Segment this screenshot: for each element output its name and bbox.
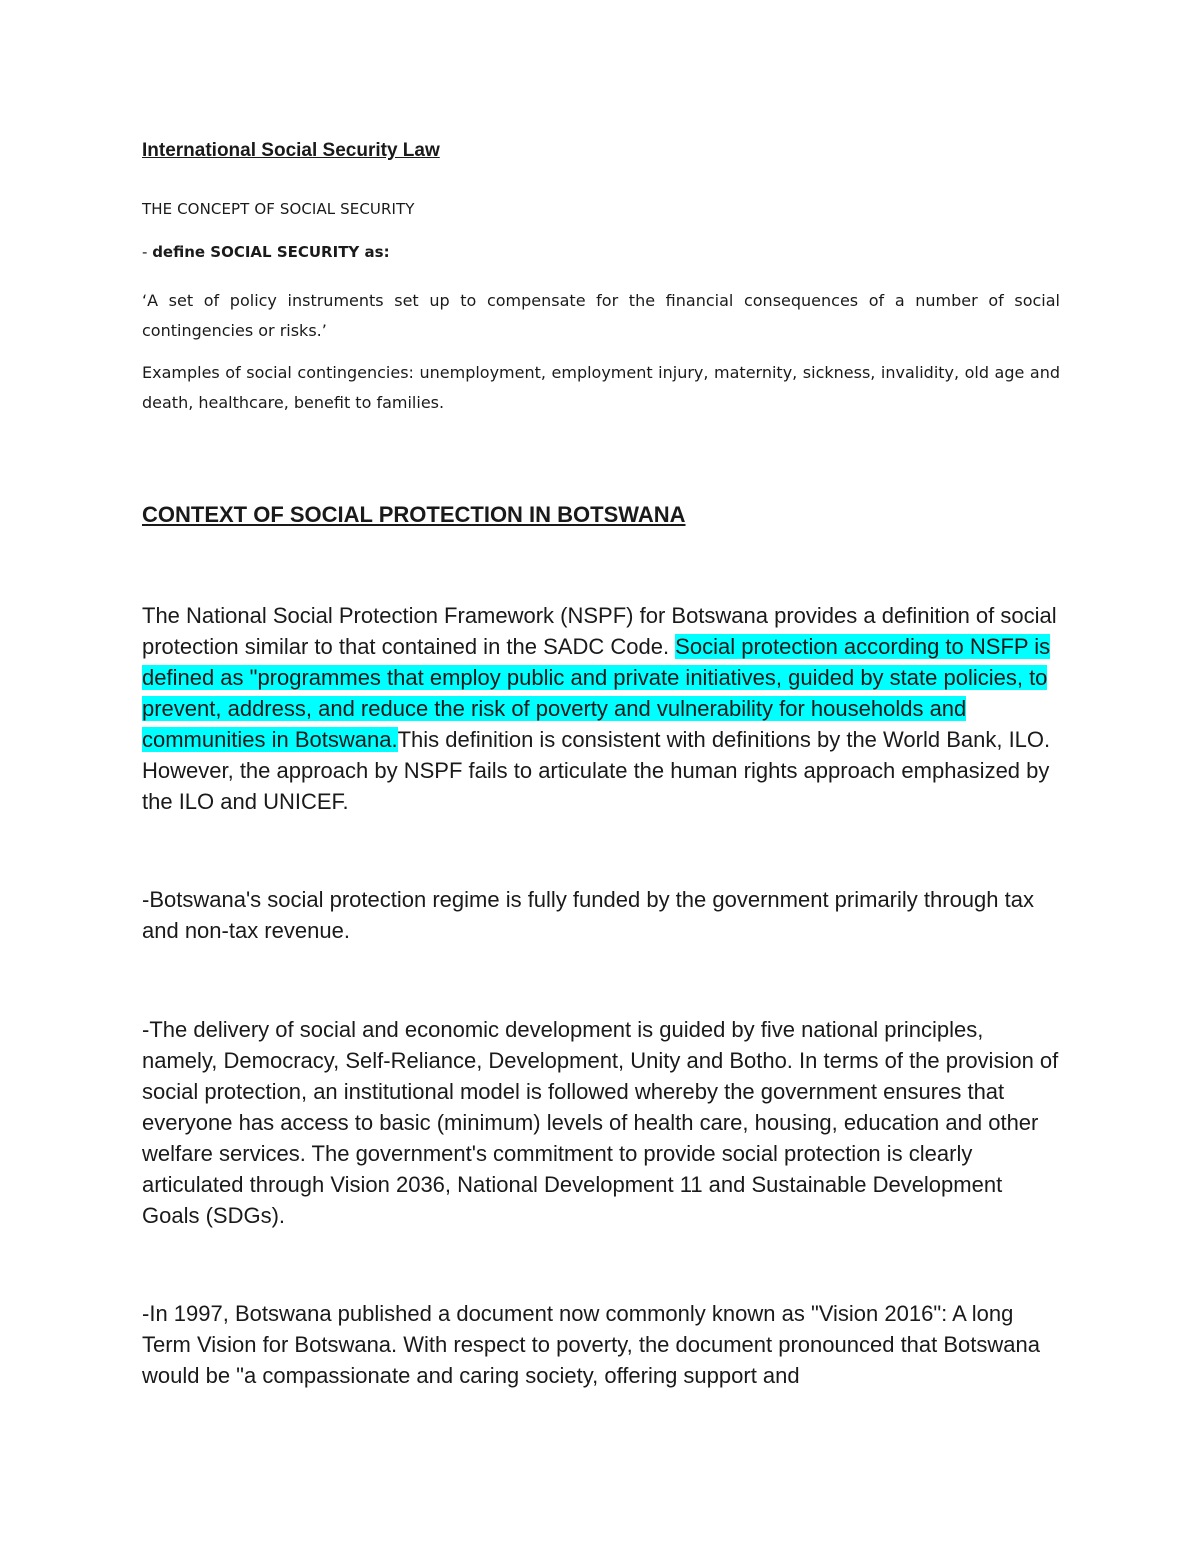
definition-quote: ‘A set of policy instruments set up to compensate for the financial consequences of a number of social contingencies or risks.’ [142,291,1060,340]
concept-heading: THE CONCEPT OF SOCIAL SECURITY [142,200,415,218]
document-title: International Social Security Law [142,140,440,161]
define-line [142,243,390,261]
define-bold: define SOCIAL SECURITY [152,243,360,261]
define-suffix: as: [359,243,390,261]
define-prefix: - [142,243,153,261]
examples-paragraph: Examples of social contingencies: unemployment, employment injury, maternity, sickness, invalidity, old age and death, healthcare, benefit to families. [142,363,1060,412]
highlighted-definition: Social protection according to NSFP is defined as "programmes that employ public and private initiatives, guided by state policies, to prevent, address, and reduce the risk of poverty and vulnerability for households and communities in Botswana. [142,634,1051,752]
paragraph-nspf-end: This definition is consistent with definitions by the World Bank, ILO. However, the approach by NSPF fails to articulate the human rights approach emphasized by the ILO and UNICEF. [142,727,1051,814]
section-heading: CONTEXT OF SOCIAL PROTECTION IN BOTSWANA [142,502,686,527]
paragraph-nspf [142,600,1062,817]
paragraph-vision-2016: -In 1997, Botswana published a document now commonly known as "Vision 2016": A long Term Vision for Botswana. With respect to poverty, the document pronounced that Botswana would be "a compassionate and caring society, offering support and [142,1301,1040,1388]
paragraph-funding: -Botswana's social protection regime is fully funded by the government primarily through tax and non-tax revenue. [142,887,1034,943]
paragraph-nspf-start: The National Social Protection Framework (NSPF) for Botswana provides a definition of social protection similar to that contained in the SADC Code. [142,603,1057,659]
paragraph-principles: -The delivery of social and economic development is guided by five national principles, namely, Democracy, Self-Reliance, Development, Unity and Botho. In terms of the provision of social protection, an institutional model is followed whereby the government ensures that everyone has access to basic (minimum) levels of health care, housing, education and other welfare services. The government's commitment to provide social protection is clearly articulated through Vision 2036, National Development 11 and Sustainable Development Goals (SDGs). [142,1017,1059,1228]
